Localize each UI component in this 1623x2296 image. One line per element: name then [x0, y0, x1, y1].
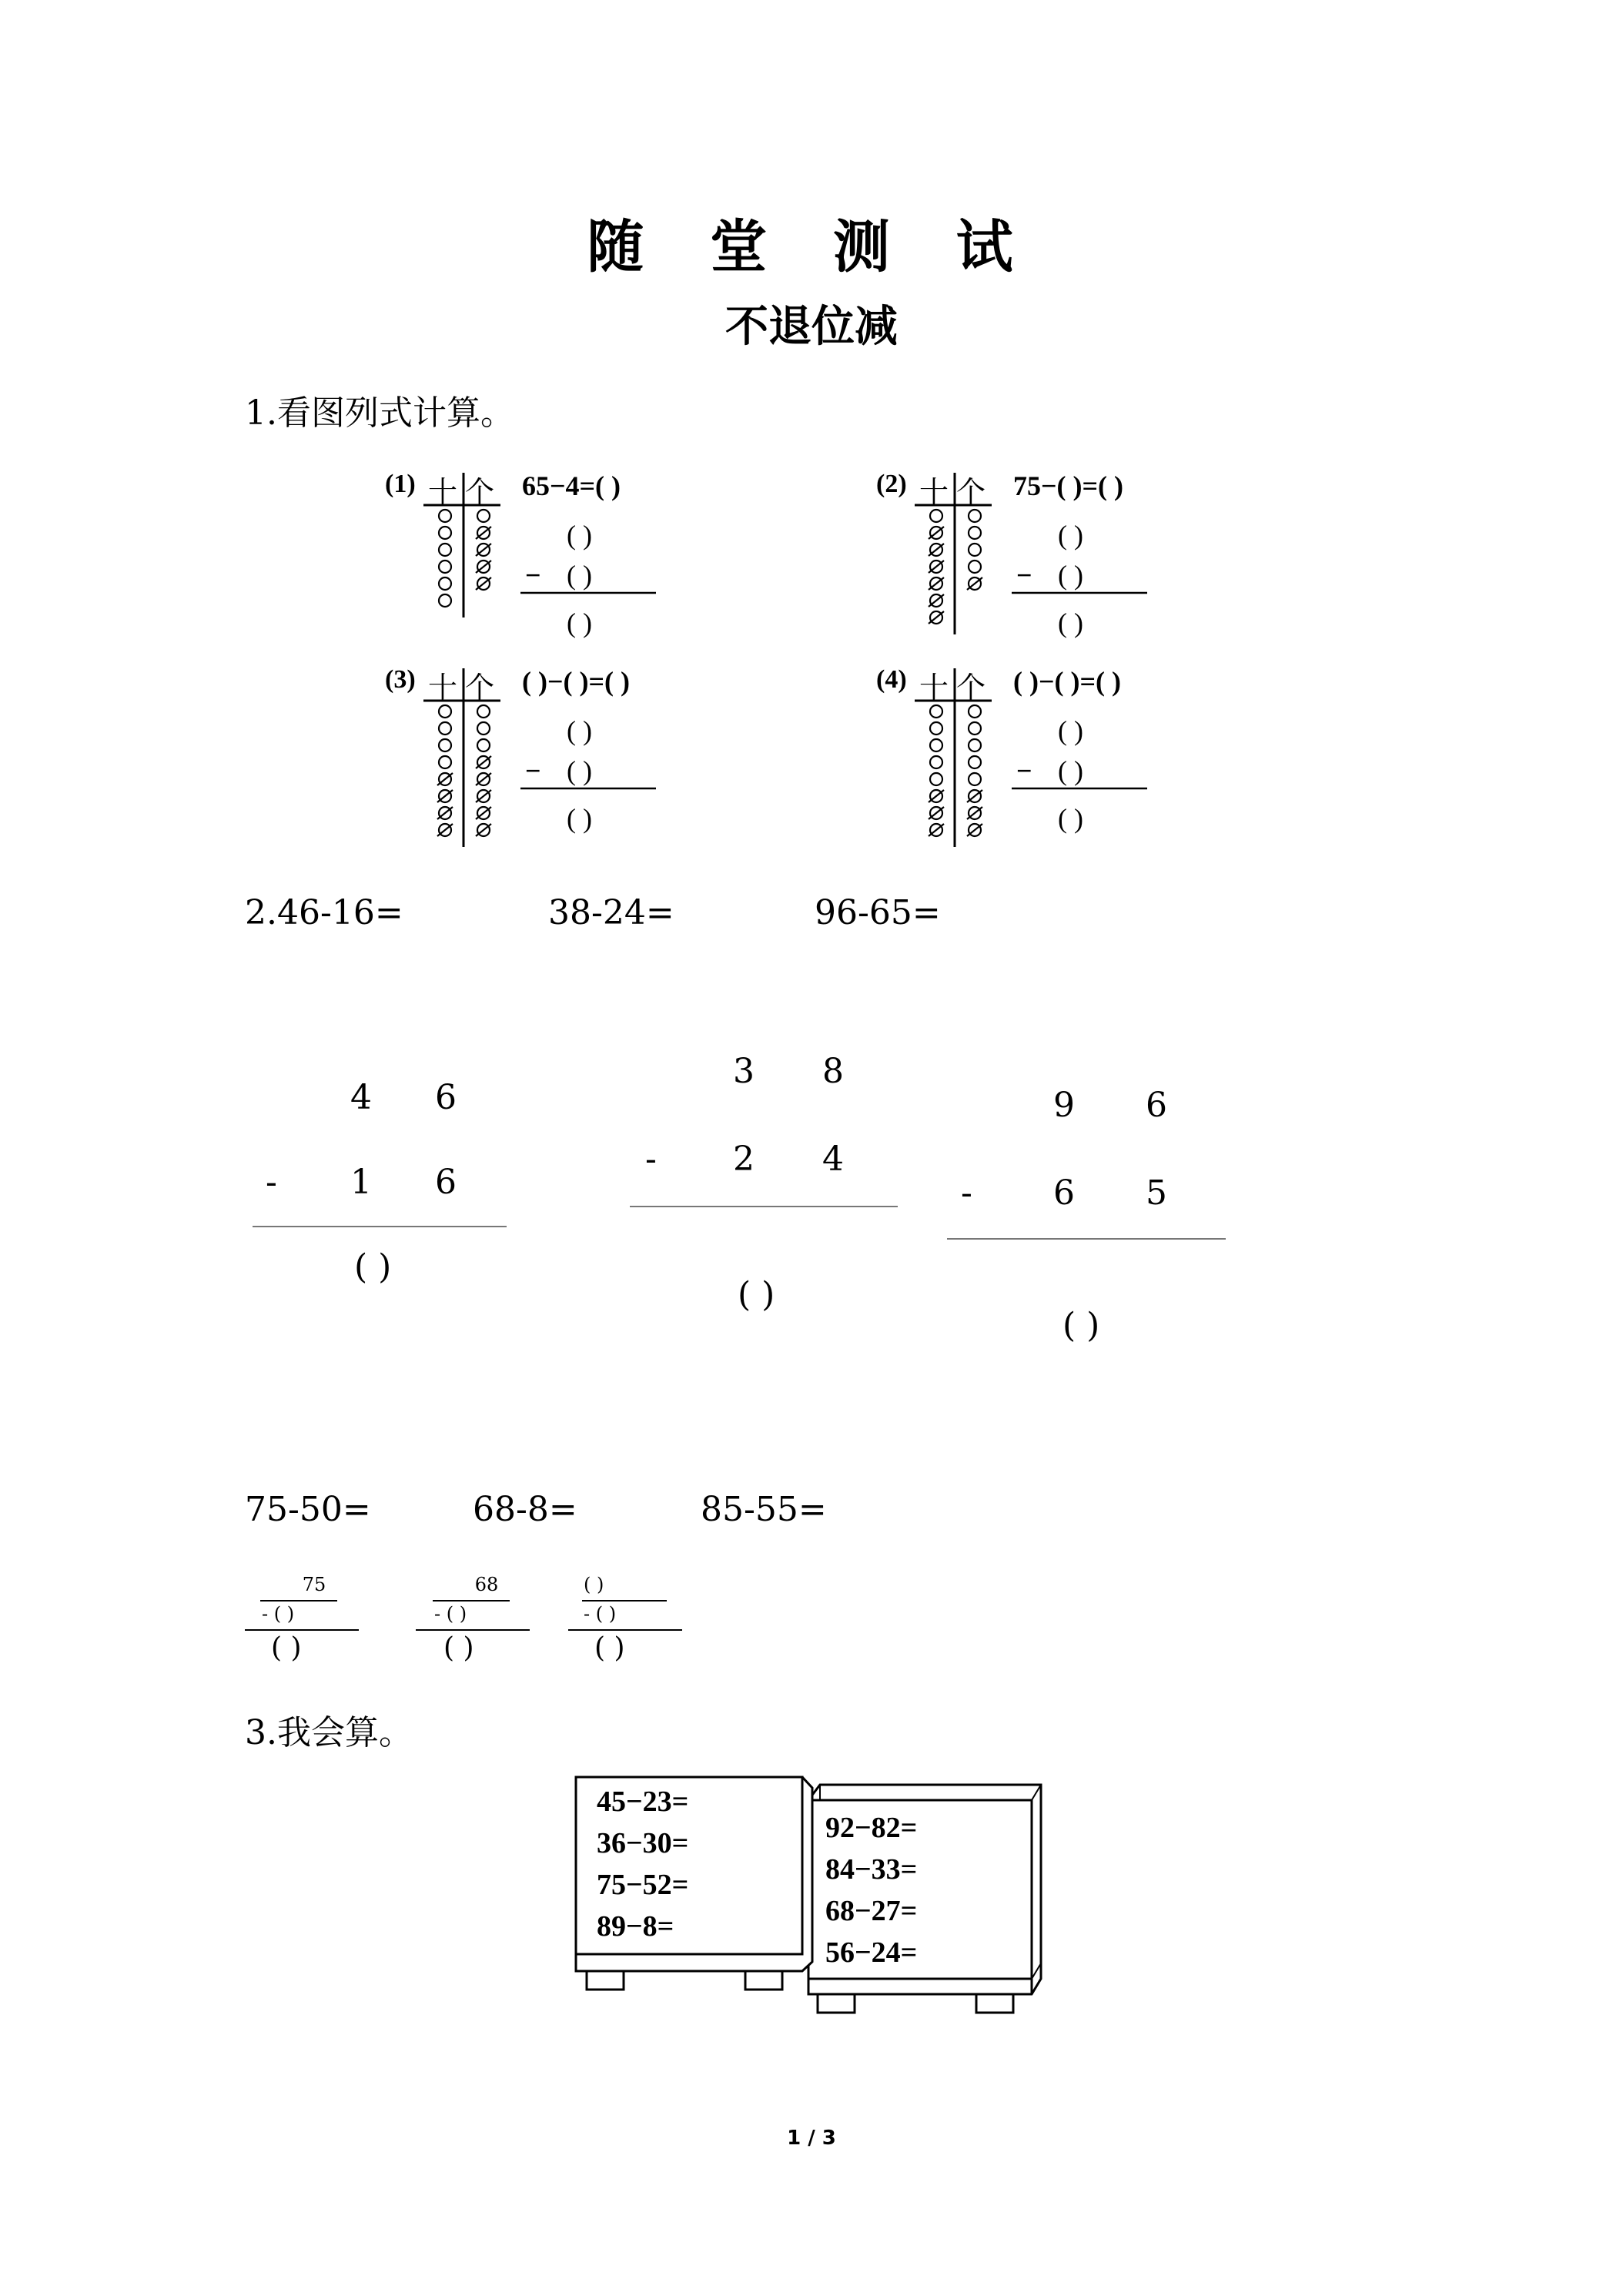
panel-3-line2: ( ) [567, 755, 592, 786]
panel-4-line2: ( ) [1058, 755, 1083, 786]
s1-result: ( ) [271, 1632, 302, 1664]
panel-4-ones-header: 个 [956, 671, 986, 705]
v3-bot-ones: 5 [1146, 1173, 1167, 1213]
board-right-3: 68−27= [825, 1895, 918, 1927]
v3-bot-tens: 6 [1053, 1173, 1075, 1213]
panel-2-equation: 75−( )=( ) [1013, 470, 1123, 501]
v3-top-tens: 9 [1053, 1086, 1075, 1125]
panel-3-equation: ( )−( )=( ) [522, 666, 630, 697]
panel-3-line1: ( ) [567, 715, 592, 746]
panel-3-label: (3) [385, 665, 416, 694]
panel-1-tens-header: 十 [428, 475, 458, 509]
panel-4-label: (4) [876, 665, 907, 694]
panel-3-ones-header: 个 [465, 671, 495, 705]
panel-3-tens-header: 十 [428, 671, 458, 705]
v1-bot-tens: 1 [350, 1163, 372, 1202]
question-1-heading: 1.看图列式计算。 [245, 393, 514, 433]
v2-minus: - [645, 1140, 657, 1179]
page-number: 1 / 3 [787, 2127, 836, 2150]
s3-mid: - ( ) [584, 1603, 617, 1625]
v2-result: ( ) [738, 1275, 775, 1314]
equation-38-24: 38-24= [548, 893, 674, 932]
panel-3-result: ( ) [567, 803, 592, 834]
panel-2-line1: ( ) [1058, 520, 1083, 551]
v2-top-tens: 3 [733, 1052, 755, 1091]
equation-96-65: 96-65= [815, 893, 941, 932]
v2-bot-tens: 2 [733, 1140, 755, 1179]
panel-1-label: (1) [385, 470, 416, 498]
s3-top: ( ) [584, 1574, 604, 1595]
v1-top-tens: 4 [350, 1078, 372, 1117]
v1-top-ones: 6 [435, 1078, 457, 1117]
board-left-3: 75−52= [597, 1869, 689, 1901]
panel-2-line2: ( ) [1058, 560, 1083, 591]
equation-68-8: 68-8= [473, 1490, 577, 1529]
panel-2-ones-header: 个 [956, 475, 986, 509]
page-title: 随 堂 测 试 [587, 214, 1036, 280]
board-left-4: 89−8= [597, 1910, 674, 1943]
panel-1-line1: ( ) [567, 520, 592, 551]
panel-2-minus: − [1016, 560, 1032, 591]
question-2-heading: 2.46-16= [245, 893, 403, 932]
s3-result: ( ) [594, 1632, 625, 1664]
board-left-2: 36−30= [597, 1827, 689, 1859]
page-subtitle: 不退位减 [725, 302, 898, 352]
v2-top-ones: 8 [822, 1052, 844, 1091]
panel-2-tens-header: 十 [919, 475, 949, 509]
panel-1-ones-header: 个 [465, 475, 495, 509]
panel-4-line1: ( ) [1058, 715, 1083, 746]
panel-4-equation: ( )−( )=( ) [1013, 666, 1121, 697]
board-right-4: 56−24= [825, 1936, 918, 1969]
board-left-1: 45−23= [597, 1786, 689, 1818]
v1-bot-ones: 6 [435, 1163, 457, 1202]
v3-minus: - [961, 1173, 972, 1213]
v1-result: ( ) [354, 1247, 392, 1287]
panel-1-result: ( ) [567, 607, 592, 638]
v3-result: ( ) [1062, 1306, 1100, 1345]
panel-1-line2: ( ) [567, 560, 592, 591]
question-3-heading: 3.我会算。 [245, 1713, 413, 1752]
v3-top-ones: 6 [1146, 1086, 1167, 1125]
panel-4-tens-header: 十 [919, 671, 949, 705]
panel-1-equation: 65−4=( ) [522, 470, 621, 501]
panel-4-result: ( ) [1058, 803, 1083, 834]
v1-minus: - [266, 1163, 277, 1202]
s2-mid: - ( ) [434, 1603, 467, 1625]
panel-1-minus: − [525, 560, 541, 591]
board-right-1: 92−82= [825, 1812, 918, 1844]
v2-bot-ones: 4 [822, 1140, 844, 1179]
panel-2-result: ( ) [1058, 607, 1083, 638]
s2-top: 68 [474, 1574, 499, 1595]
equation-75-50: 75-50= [245, 1490, 371, 1529]
equation-85-55: 85-55= [701, 1490, 827, 1529]
s1-top: 75 [302, 1574, 326, 1595]
board-right-2: 84−33= [825, 1853, 918, 1886]
s1-mid: - ( ) [262, 1603, 295, 1625]
panel-2-label: (2) [876, 470, 907, 498]
panel-4-minus: − [1016, 755, 1032, 786]
panel-3-minus: − [525, 755, 541, 786]
s2-result: ( ) [443, 1632, 474, 1664]
